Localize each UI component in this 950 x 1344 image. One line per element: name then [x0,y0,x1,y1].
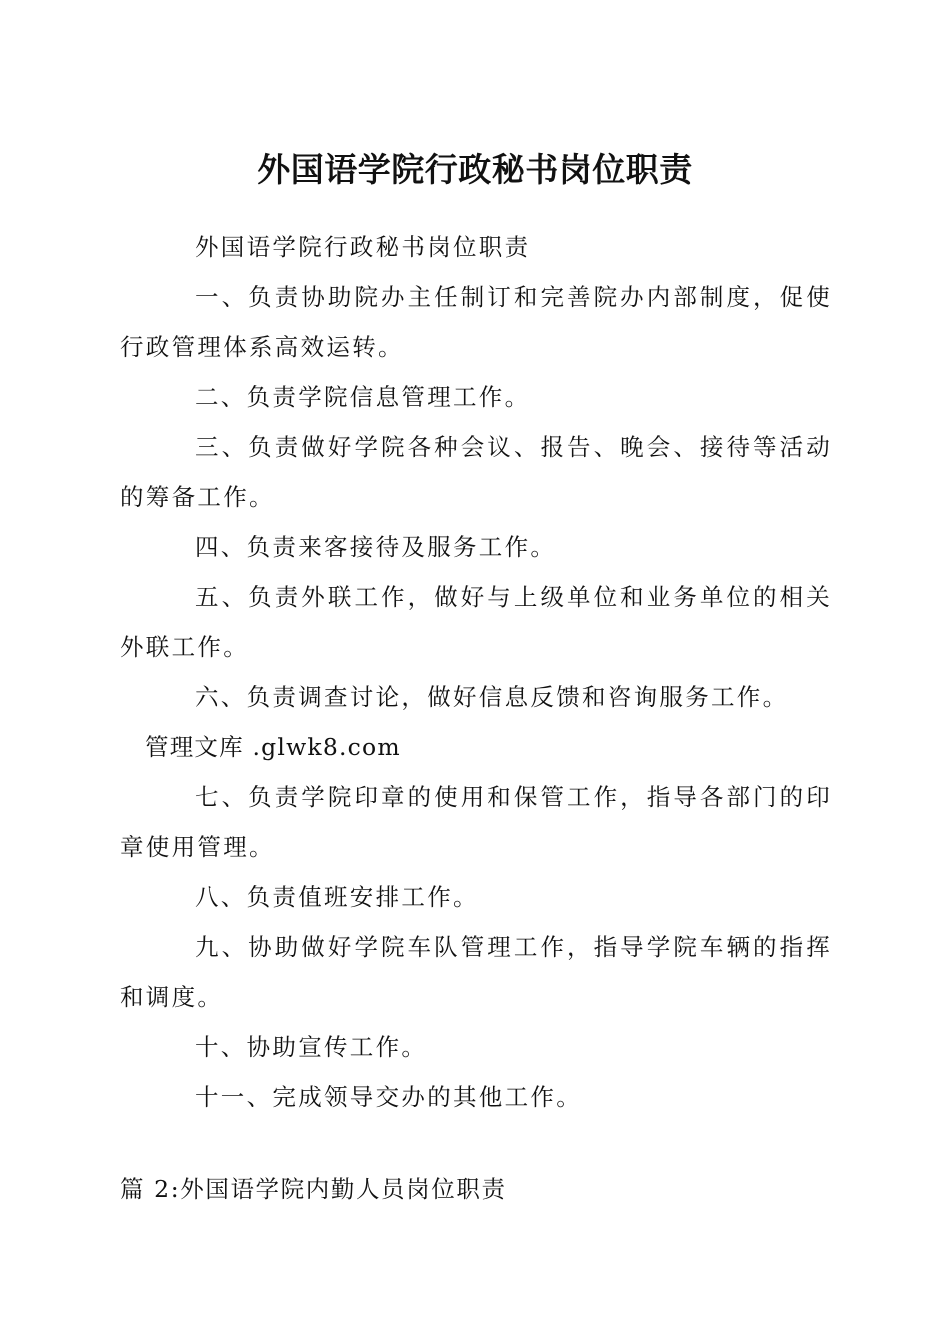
duty-item-5: 五、负责外联工作，做好与上级单位和业务单位的相关外联工作。 [120,583,832,661]
duty-item-9: 九、协助做好学院车队管理工作，指导学院车辆的指挥和调度。 [120,933,832,1011]
duty-item-11: 十一、完成领导交办的其他工作。 [195,1083,582,1111]
document-subtitle: 外国语学院行政秘书岗位职责 [195,233,531,261]
duty-item-1: 一、负责协助院办主任制订和完善院办内部制度，促使行政管理体系高效运转。 [120,283,832,361]
next-section-heading: 篇 2:外国语学院内勤人员岗位职责 [120,1175,507,1203]
duty-item-2: 二、负责学院信息管理工作。 [195,383,531,411]
duty-item-6: 六、负责调查讨论，做好信息反馈和咨询服务工作。 [195,683,789,711]
duty-item-8: 八、负责值班安排工作。 [195,883,479,911]
duty-item-3: 三、负责做好学院各种会议、报告、晚会、接待等活动的筹备工作。 [120,433,832,511]
document-body [120,222,832,1122]
duty-item-4: 四、负责来客接待及服务工作。 [195,533,557,561]
duty-item-7: 七、负责学院印章的使用和保管工作，指导各部门的印章使用管理。 [120,783,832,861]
document-title: 外国语学院行政秘书岗位职责 [257,150,693,189]
website-line: 管理文库 .glwk8.com [145,733,401,761]
duty-item-10: 十、协助宣传工作。 [195,1033,428,1061]
